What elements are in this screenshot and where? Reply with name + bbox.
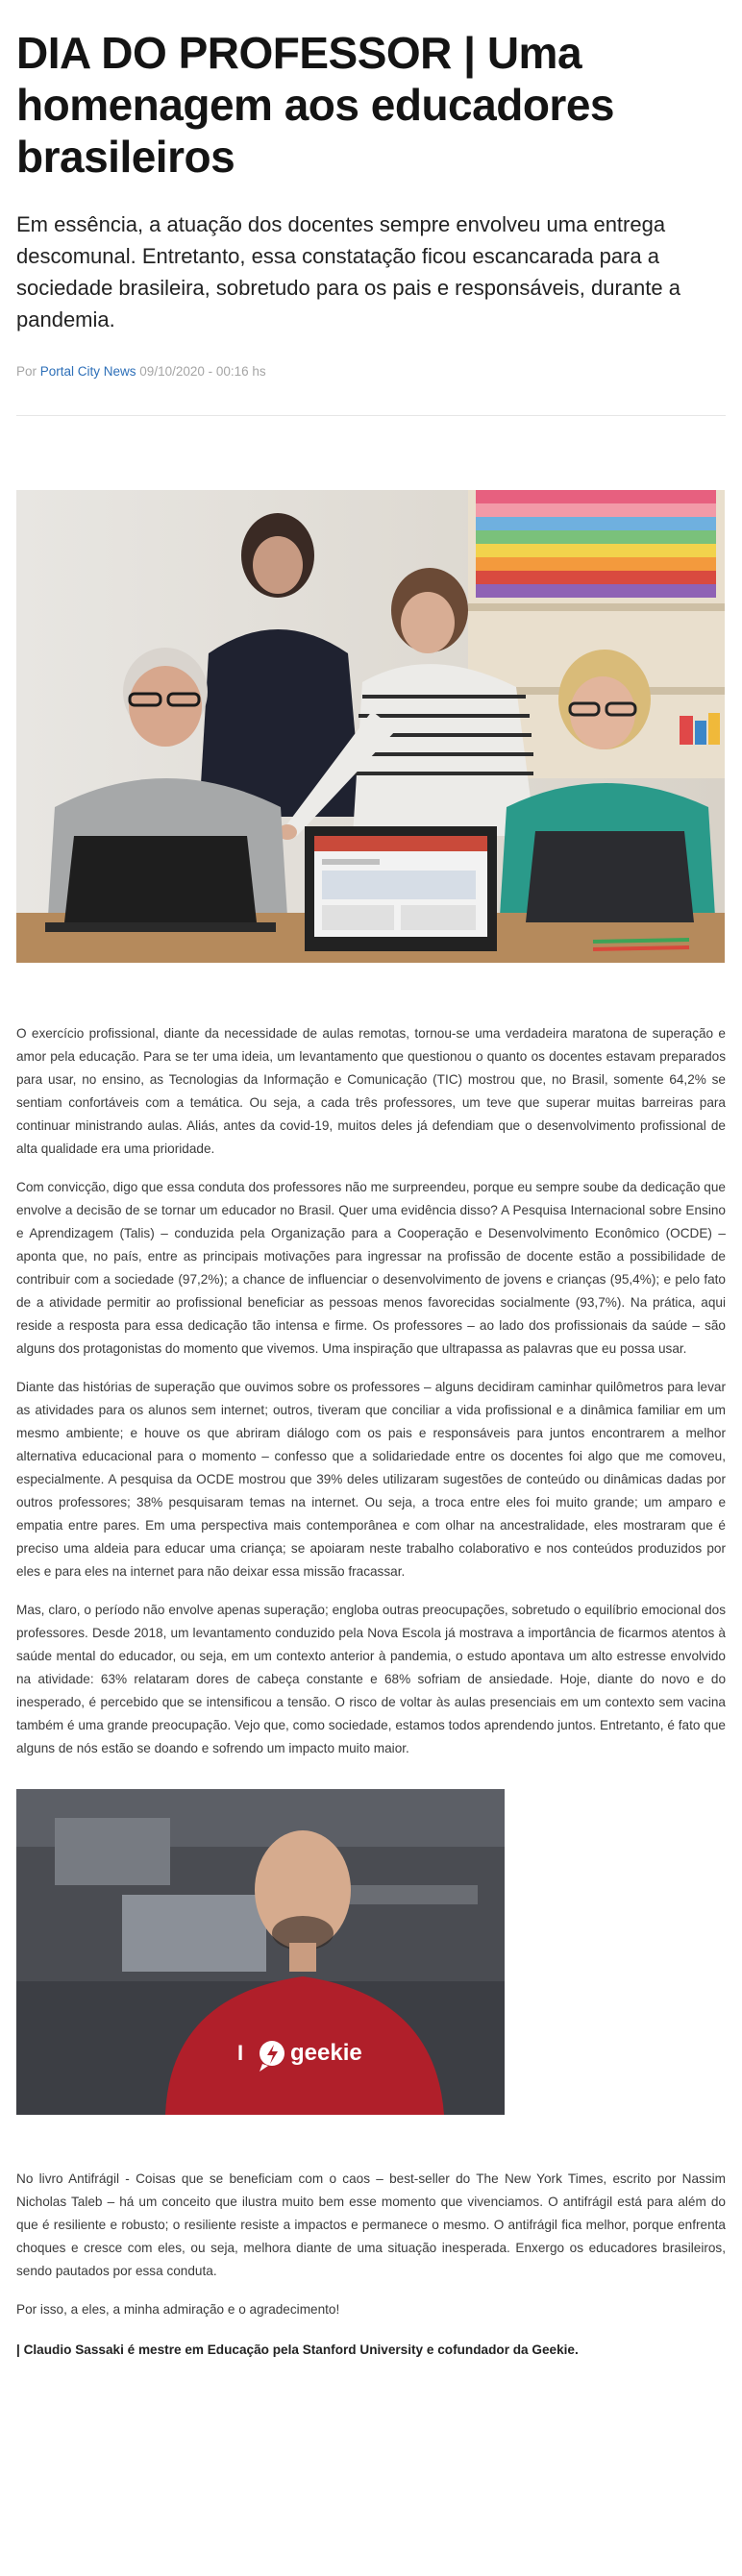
article-lead: Em essência, a atuação dos docentes sempre envolveu uma entrega descomunal. Entretanto, essa constatação ficou escancarada para a sociedade brasileira, sobretudo para os pais e responsáveis, durante a pandemia. <box>16 212 680 331</box>
byline-prefix: Por <box>16 364 40 379</box>
byline-date: 09/10/2020 - 00:16 hs <box>136 364 266 379</box>
article-body <box>16 1022 726 2362</box>
author-photo <box>16 1789 505 2115</box>
teachers-photo <box>16 490 725 963</box>
author-credit: | Claudio Sassaki é mestre em Educação pela Stanford University e cofundador da Geekie. <box>16 2343 579 2357</box>
article-paragraph: Com convicção, digo que essa conduta dos professores não me surpreendeu, porque eu sempre soube da dedicação que envolve a decisão de se tornar um educador no Brasil. Quer uma evidência disso? A Pesquisa Internacional sobre Ensino e Aprendizagem (Talis) – conduzida pela Organização para a Cooperação e Desenvolvimento Econômico (OCDE) – aponta que, no país, entre as principais motivações para ingressar na profissão de docente estão a possibilidade de contribuir com a sociedade (97,2%); a chance de influenciar o desenvolvimento de jovens e crianças (95,4%); e pelo fato de a atividade permitir ao profissional beneficiar as pessoas menos favorecidas socialmente (93,7%). Na prática, aqui reside a resposta para essa dedicação tão intensa e firme. Os professores – ao lado dos profissionais da saúde – são alguns dos protagonistas do momento que vivemos. Uma inspiração que ultrapassa as palavras que eu possa usar. <box>16 1180 726 1356</box>
article-title: DIA DO PROFESSOR | Uma homenagem aos educadores brasileiros <box>16 28 614 182</box>
shirt-prefix: I <box>237 2041 244 2065</box>
byline-author-link[interactable]: Portal City News <box>39 364 136 379</box>
teachers-photo-illustration <box>16 490 725 963</box>
article-paragraph: Mas, claro, o período não envolve apenas superação; engloba outras preocupações, sobretudo o equilíbrio emocional dos professores. Desde 2018, um levantamento conduzido pela Nova Escola já mostrava a importância de ficarmos atentos à saúde mental do educador, ou seja, em um contexto anterior à pandemia, o estudo apontava um alto estresse envolvido na atividade: 63% relataram dores de cabeça constante e 68% sofriam de ansiedade. Hoje, diante do novo e do inesperado, é percebido que se intensificou a tensão. O risco de voltar às aulas presenciais em um contexto sem vacina também é uma grande preocupação. Vejo que, como sociedade, estamos todos aprendendo juntos. Entretanto, é fato que alguns de nós estão se doando e sofrendo um impacto muito maior. <box>16 1603 726 1755</box>
article-paragraph: O exercício profissional, diante da necessidade de aulas remotas, tornou-se uma verdadeira maratona de superação e amor pela educação. Para se ter uma ideia, um levantamento que questionou o quanto os docentes estavam preparados para usar, no ensino, as Tecnologias da Informação e Comunicação (TIC) mostrou que, no Brasil, somente 64,2% se sentiam confortáveis com a temática. Ou seja, a cada três professores, um teve que superar muitas barreiras para continuar ministrando aulas. Aliás, antes da covid-19, muitos deles já defendiam que o desenvolvimento profissional de alta qualidade era uma prioridade. <box>16 1026 726 1156</box>
shirt-brand: geekie <box>290 2040 362 2066</box>
article-byline <box>16 364 726 379</box>
article-paragraph: Por isso, a eles, a minha admiração e o agradecimento! <box>16 2302 340 2317</box>
article-paragraph: Diante das histórias de superação que ouvimos sobre os professores – alguns decidiram caminhar quilômetros para levar as atividades para os alunos sem internet; outros, tiveram que conciliar a vida profissional e a dinâmica familiar em um mesmo ambiente; e houve os que abriram diálogo com os pais e responsáveis para juntos encontrarem a melhor alternativa educacional para o momento – confesso que a solidariedade entre os docentes foi algo que me comoveu, especialmente. A pesquisa da OCDE mostrou que 39% deles utilizaram sugestões de conteúdo ou dinâmicas dadas por outros professores; 38% pesquisaram temas na internet. Ou seja, a troca entre eles foi muito grande; um amparo e empatia entre pares. Em uma perspectiva mais contemporânea e com olhar na ancestralidade, eles mostraram que é preciso uma aldeia para educar uma criança; se apoiaram neste trabalho colaborativo e nos conteúdos produzidos por eles e para eles na internet para não deixar essa missão fracassar. <box>16 1380 726 1579</box>
author-photo-illustration <box>16 1789 505 2115</box>
article-paragraph: No livro Antifrágil - Coisas que se beneficiam com o caos – best-seller do The New York Times, escrito por Nassim Nicholas Taleb – há um conceito que ilustra muito bem esse momento que vivenciamos. O antifrágil está para além do que é resiliente e robusto; o resiliente resiste a impactos e permanece o mesmo. O antifrágil fica melhor, porque enfrenta choques e cresce com eles, ou seja, melhora diante de uma situação inesperada. Enxergo os educadores brasileiros, sendo pautados por essa conduta. <box>16 2171 726 2278</box>
divider <box>16 415 726 416</box>
